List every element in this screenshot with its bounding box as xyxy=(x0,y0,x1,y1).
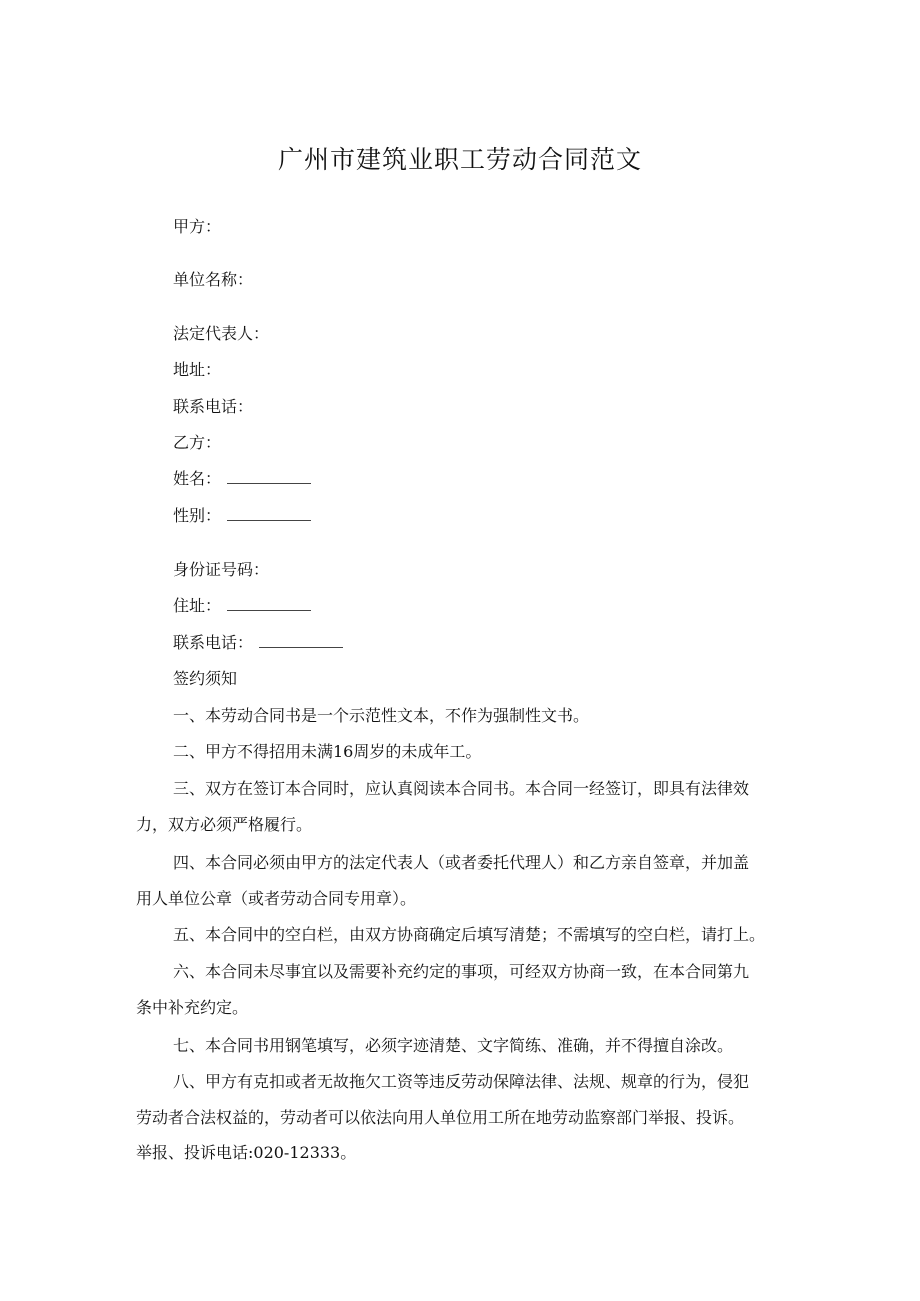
name-field xyxy=(173,469,311,489)
party-a-label: 甲方： xyxy=(173,217,222,236)
party-b-label: 乙方： xyxy=(173,433,222,452)
gender-label: 性别： xyxy=(173,506,222,525)
notice-item-5: 五、本合同中的空白栏，由双方协商确定后填写清楚；不需填写的空白栏，请打上。 xyxy=(173,925,766,944)
address-label: 地址： xyxy=(173,360,222,379)
notice-item-8-line-1: 八、甲方有克扣或者无故拖欠工资等违反劳动保障法律、法规、规章的行为，侵犯 xyxy=(173,1072,750,1091)
gender-field xyxy=(173,506,311,526)
notice-item-3-line-2: 力，双方必须严格履行。 xyxy=(136,815,313,834)
party-b-phone-label: 联系电话： xyxy=(173,633,254,652)
notice-item-4-line-2: 用人单位公章（或者劳动合同专用章）。 xyxy=(136,889,417,908)
notice-title: 签约须知 xyxy=(173,669,238,688)
residence-blank-line xyxy=(227,596,311,611)
id-number-label: 身份证号码： xyxy=(173,560,270,579)
residence-label: 住址： xyxy=(173,596,222,615)
unit-name-label: 单位名称： xyxy=(173,270,254,289)
notice-item-7: 七、本合同书用钢笔填写，必须字迹清楚、文字简练、准确，并不得擅自涂改。 xyxy=(173,1036,734,1055)
name-blank-line xyxy=(227,469,311,484)
name-label: 姓名： xyxy=(173,469,222,488)
gender-blank-line xyxy=(227,506,311,521)
report-phone-line: 举报、投诉电话:020-12333。 xyxy=(136,1143,357,1162)
party-a-phone-label: 联系电话： xyxy=(173,397,254,416)
notice-item-8-line-2: 劳动者合法权益的，劳动者可以依法向用人单位用工所在地劳动监察部门举报、投诉。 xyxy=(136,1108,745,1127)
residence-field xyxy=(173,596,311,616)
party-b-phone-field xyxy=(173,633,343,653)
notice-item-1: 一、本劳动合同书是一个示范性文本，不作为强制性文书。 xyxy=(173,706,590,725)
notice-item-2: 二、甲方不得招用未满16周岁的未成年工。 xyxy=(173,742,482,761)
notice-item-3-line-1: 三、双方在签订本合同时，应认真阅读本合同书。本合同一经签订，即具有法律效 xyxy=(173,779,750,798)
party-b-phone-blank-line xyxy=(259,633,343,648)
notice-item-6-line-1: 六、本合同未尽事宜以及需要补充约定的事项，可经双方协商一致，在本合同第九 xyxy=(173,962,750,981)
notice-item-4-line-1: 四、本合同必须由甲方的法定代表人（或者委托代理人）和乙方亲自签章，并加盖 xyxy=(173,853,750,872)
legal-rep-label: 法定代表人： xyxy=(173,324,270,343)
document-title: 广州市建筑业职工劳动合同范文 xyxy=(277,145,642,174)
notice-item-6-line-2: 条中补充约定。 xyxy=(136,998,249,1017)
